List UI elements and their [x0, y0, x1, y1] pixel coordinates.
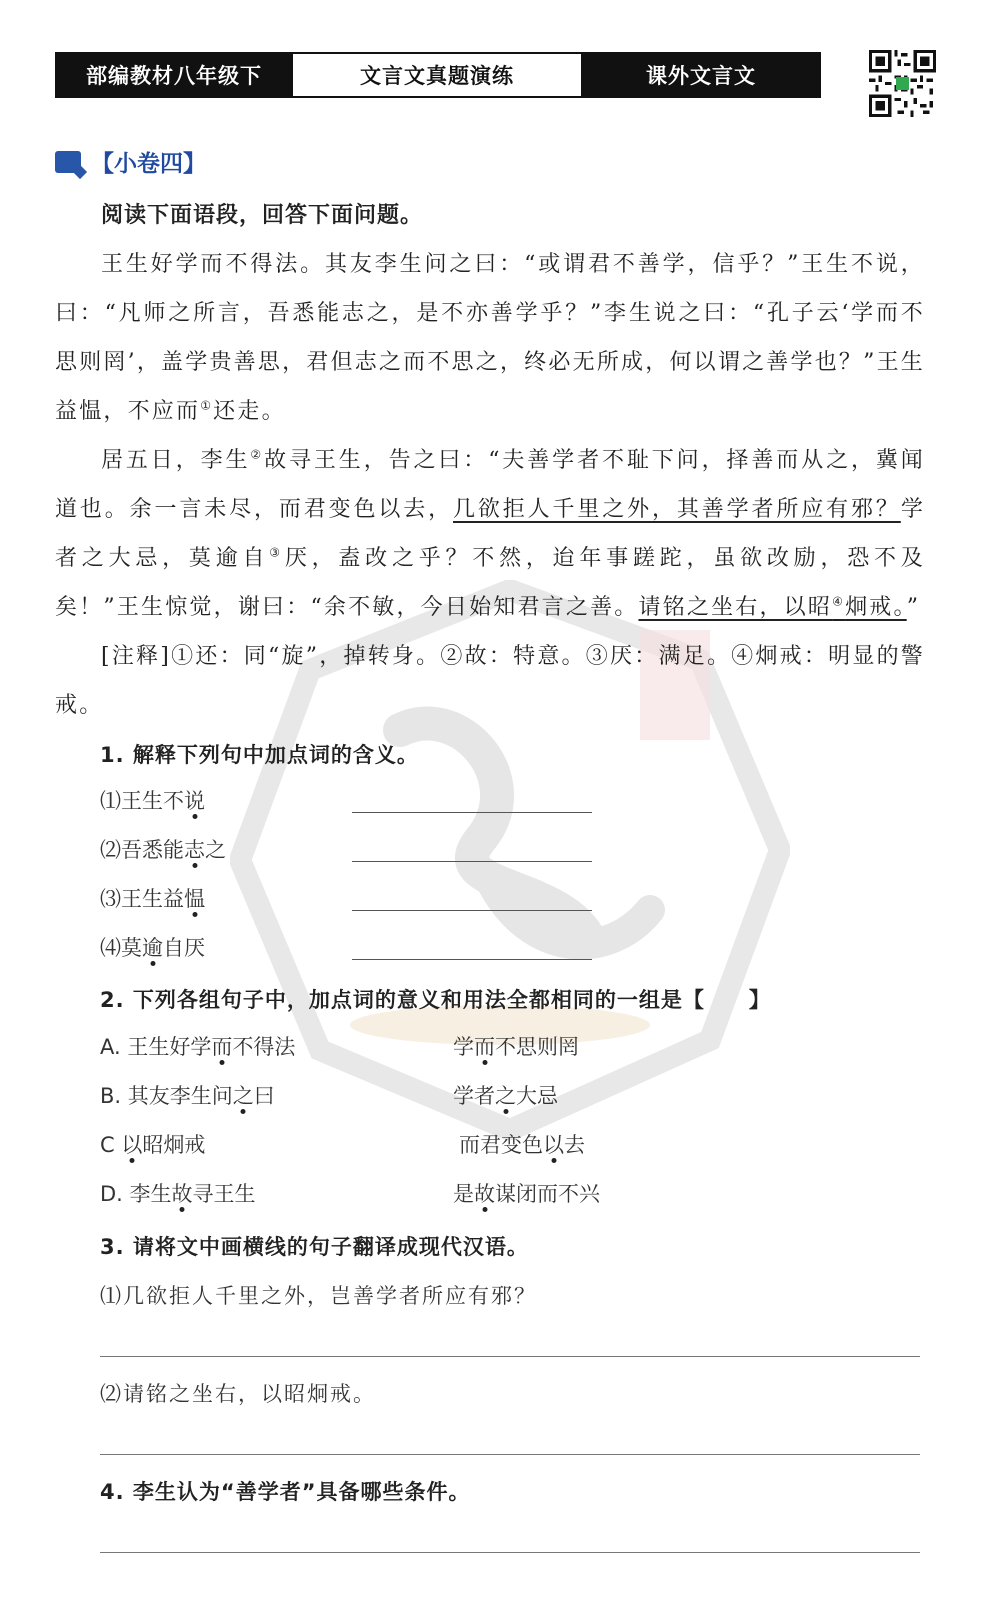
header-grade: 部编教材八年级下: [57, 54, 291, 96]
answer-line[interactable]: [100, 1356, 920, 1357]
q2-option-d-left: [100, 1179, 256, 1209]
dotted-word: 之: [495, 1084, 516, 1108]
dotted-word: 之: [232, 1084, 254, 1108]
underlined-text: 炯戒。: [845, 595, 907, 620]
q1-item-2: [100, 835, 226, 865]
header-category: 课外文言文: [583, 54, 819, 96]
q2-option-b-right: [453, 1081, 558, 1111]
section-title: 【小卷四】: [91, 151, 206, 177]
option-text: C: [100, 1133, 122, 1157]
passage-paragraph-2: [55, 436, 925, 632]
q1-item-text: ⑵吾悉能: [100, 838, 184, 862]
answer-line[interactable]: [100, 1454, 920, 1455]
dotted-word: 故: [171, 1182, 193, 1206]
q3-sentence-1: ⑴几欲拒人千里之外，岂善学者所应有邪？: [100, 1284, 537, 1308]
passage-text: 居五日，李生: [101, 448, 251, 473]
dotted-word: 愠: [184, 887, 205, 911]
q1-item-text: 之: [205, 838, 226, 862]
passage-text: 王生好学而不得法。其友李生问之曰：“或谓君不善学，信乎？”王生不说，曰：“凡师之所言，吾悉能志之，是不亦善学乎？”李生说之曰：“孔子云‘学而不思则罔’，盖学贵善思，君但志之而不思之，终必无所成，何以谓之善学也？”王生益愠，不应而: [55, 252, 925, 424]
option-text: 而君变色: [459, 1133, 543, 1157]
note-label: [注释]: [101, 644, 172, 669]
passage-text: ”: [906, 595, 921, 620]
question-2-title: 2. 下列各组句子中，加点词的意义和用法全都相同的一组是【 】: [100, 988, 771, 1012]
footnote-mark: ①: [200, 398, 214, 413]
passage-text: 学者之大忌，莫逾自: [55, 497, 926, 571]
q1-item-text: ⑶王生益: [100, 887, 184, 911]
q1-item-text: ⑷莫: [100, 936, 142, 960]
q2-option-a-left: [100, 1032, 295, 1062]
answer-blank[interactable]: [352, 910, 592, 911]
footnote-mark: ④: [832, 594, 846, 609]
option-text: 学: [453, 1035, 474, 1059]
option-text: A. 王生好学: [100, 1035, 212, 1059]
footnote-mark: ③: [269, 545, 285, 560]
section-marker-icon: [55, 151, 81, 173]
q1-item-text: ⑴王生不: [100, 789, 184, 813]
dotted-word: 说: [184, 789, 205, 813]
reading-instruction: 阅读下面语段，回答下面问题。: [101, 203, 424, 228]
answer-line[interactable]: [100, 1552, 920, 1553]
header-topic: 文言文真题演练: [291, 54, 583, 96]
q2-option-d-right: [453, 1179, 600, 1209]
option-text: 学者: [453, 1084, 495, 1108]
option-text: 昭炯戒: [142, 1133, 206, 1157]
section-heading: [55, 145, 206, 178]
dotted-word: 逾: [142, 936, 163, 960]
q1-item-4: [100, 933, 205, 963]
qr-code-icon: [869, 50, 936, 117]
underlined-sentence-2: [639, 595, 907, 620]
q2-option-a-right: [453, 1032, 579, 1062]
option-text: 寻王生: [192, 1182, 256, 1206]
q2-option-c-left: [100, 1130, 205, 1160]
option-text: B. 其友李生问: [100, 1084, 233, 1108]
question-3-title: 3. 请将文中画横线的句子翻译成现代汉语。: [100, 1235, 529, 1259]
passage-text: 厌，盍改之乎？不然，迨年事蹉跎，虽欲改励，恐不及矣！”王生惊觉，谢曰：“余不敏，今日始知君言之善。: [55, 546, 925, 620]
underlined-text: 请铭之坐右，以昭: [638, 595, 833, 620]
header-bar: [55, 52, 821, 98]
annotation-notes: [55, 632, 925, 730]
passage-text: 故寻王生，告之曰：“夫善学者不耻下问，择善而从之，冀闻道也。余一言未尽，而君变色以去，: [55, 448, 925, 522]
underlined-sentence-1: 几欲拒人千里之外，其善学者所应有邪？: [453, 497, 901, 522]
answer-blank[interactable]: [352, 861, 592, 862]
option-text: 不思则罔: [495, 1035, 579, 1059]
q1-item-text: 自厌: [163, 936, 205, 960]
dotted-word: 而: [474, 1035, 495, 1059]
q1-item-1: [100, 786, 205, 816]
footnote-mark: ②: [250, 447, 265, 462]
option-text: 去: [564, 1133, 585, 1157]
q3-sentence-2: ⑵请铭之坐右，以昭炯戒。: [100, 1382, 376, 1406]
option-text: 曰: [253, 1084, 275, 1108]
dotted-word: 故: [474, 1182, 495, 1206]
option-text: 不得法: [232, 1035, 296, 1059]
question-4-title: 4. 李生认为“善学者”具备哪些条件。: [100, 1480, 471, 1504]
answer-blank[interactable]: [352, 812, 592, 813]
dotted-word: 志: [184, 838, 205, 862]
answer-blank[interactable]: [352, 959, 592, 960]
q2-option-b-left: [100, 1081, 275, 1111]
passage-text: 还走。: [213, 399, 286, 424]
question-1-title: 1. 解释下列句中加点词的含义。: [100, 743, 419, 767]
option-text: 是: [453, 1182, 474, 1206]
dotted-word: 以: [121, 1133, 143, 1157]
option-text: 大忌: [516, 1084, 558, 1108]
option-text: 谋闭而不兴: [495, 1182, 600, 1206]
q1-item-3: [100, 884, 205, 914]
passage-paragraph-1: [55, 240, 925, 436]
option-text: D. 李生: [100, 1182, 172, 1206]
dotted-word: 而: [211, 1035, 233, 1059]
dotted-word: 以: [543, 1133, 564, 1157]
q2-option-c-right: [459, 1130, 585, 1160]
note-text: ①还：同“旋”，掉转身。②故：特意。③厌：满足。④炯戒：明显的警戒。: [55, 644, 926, 718]
